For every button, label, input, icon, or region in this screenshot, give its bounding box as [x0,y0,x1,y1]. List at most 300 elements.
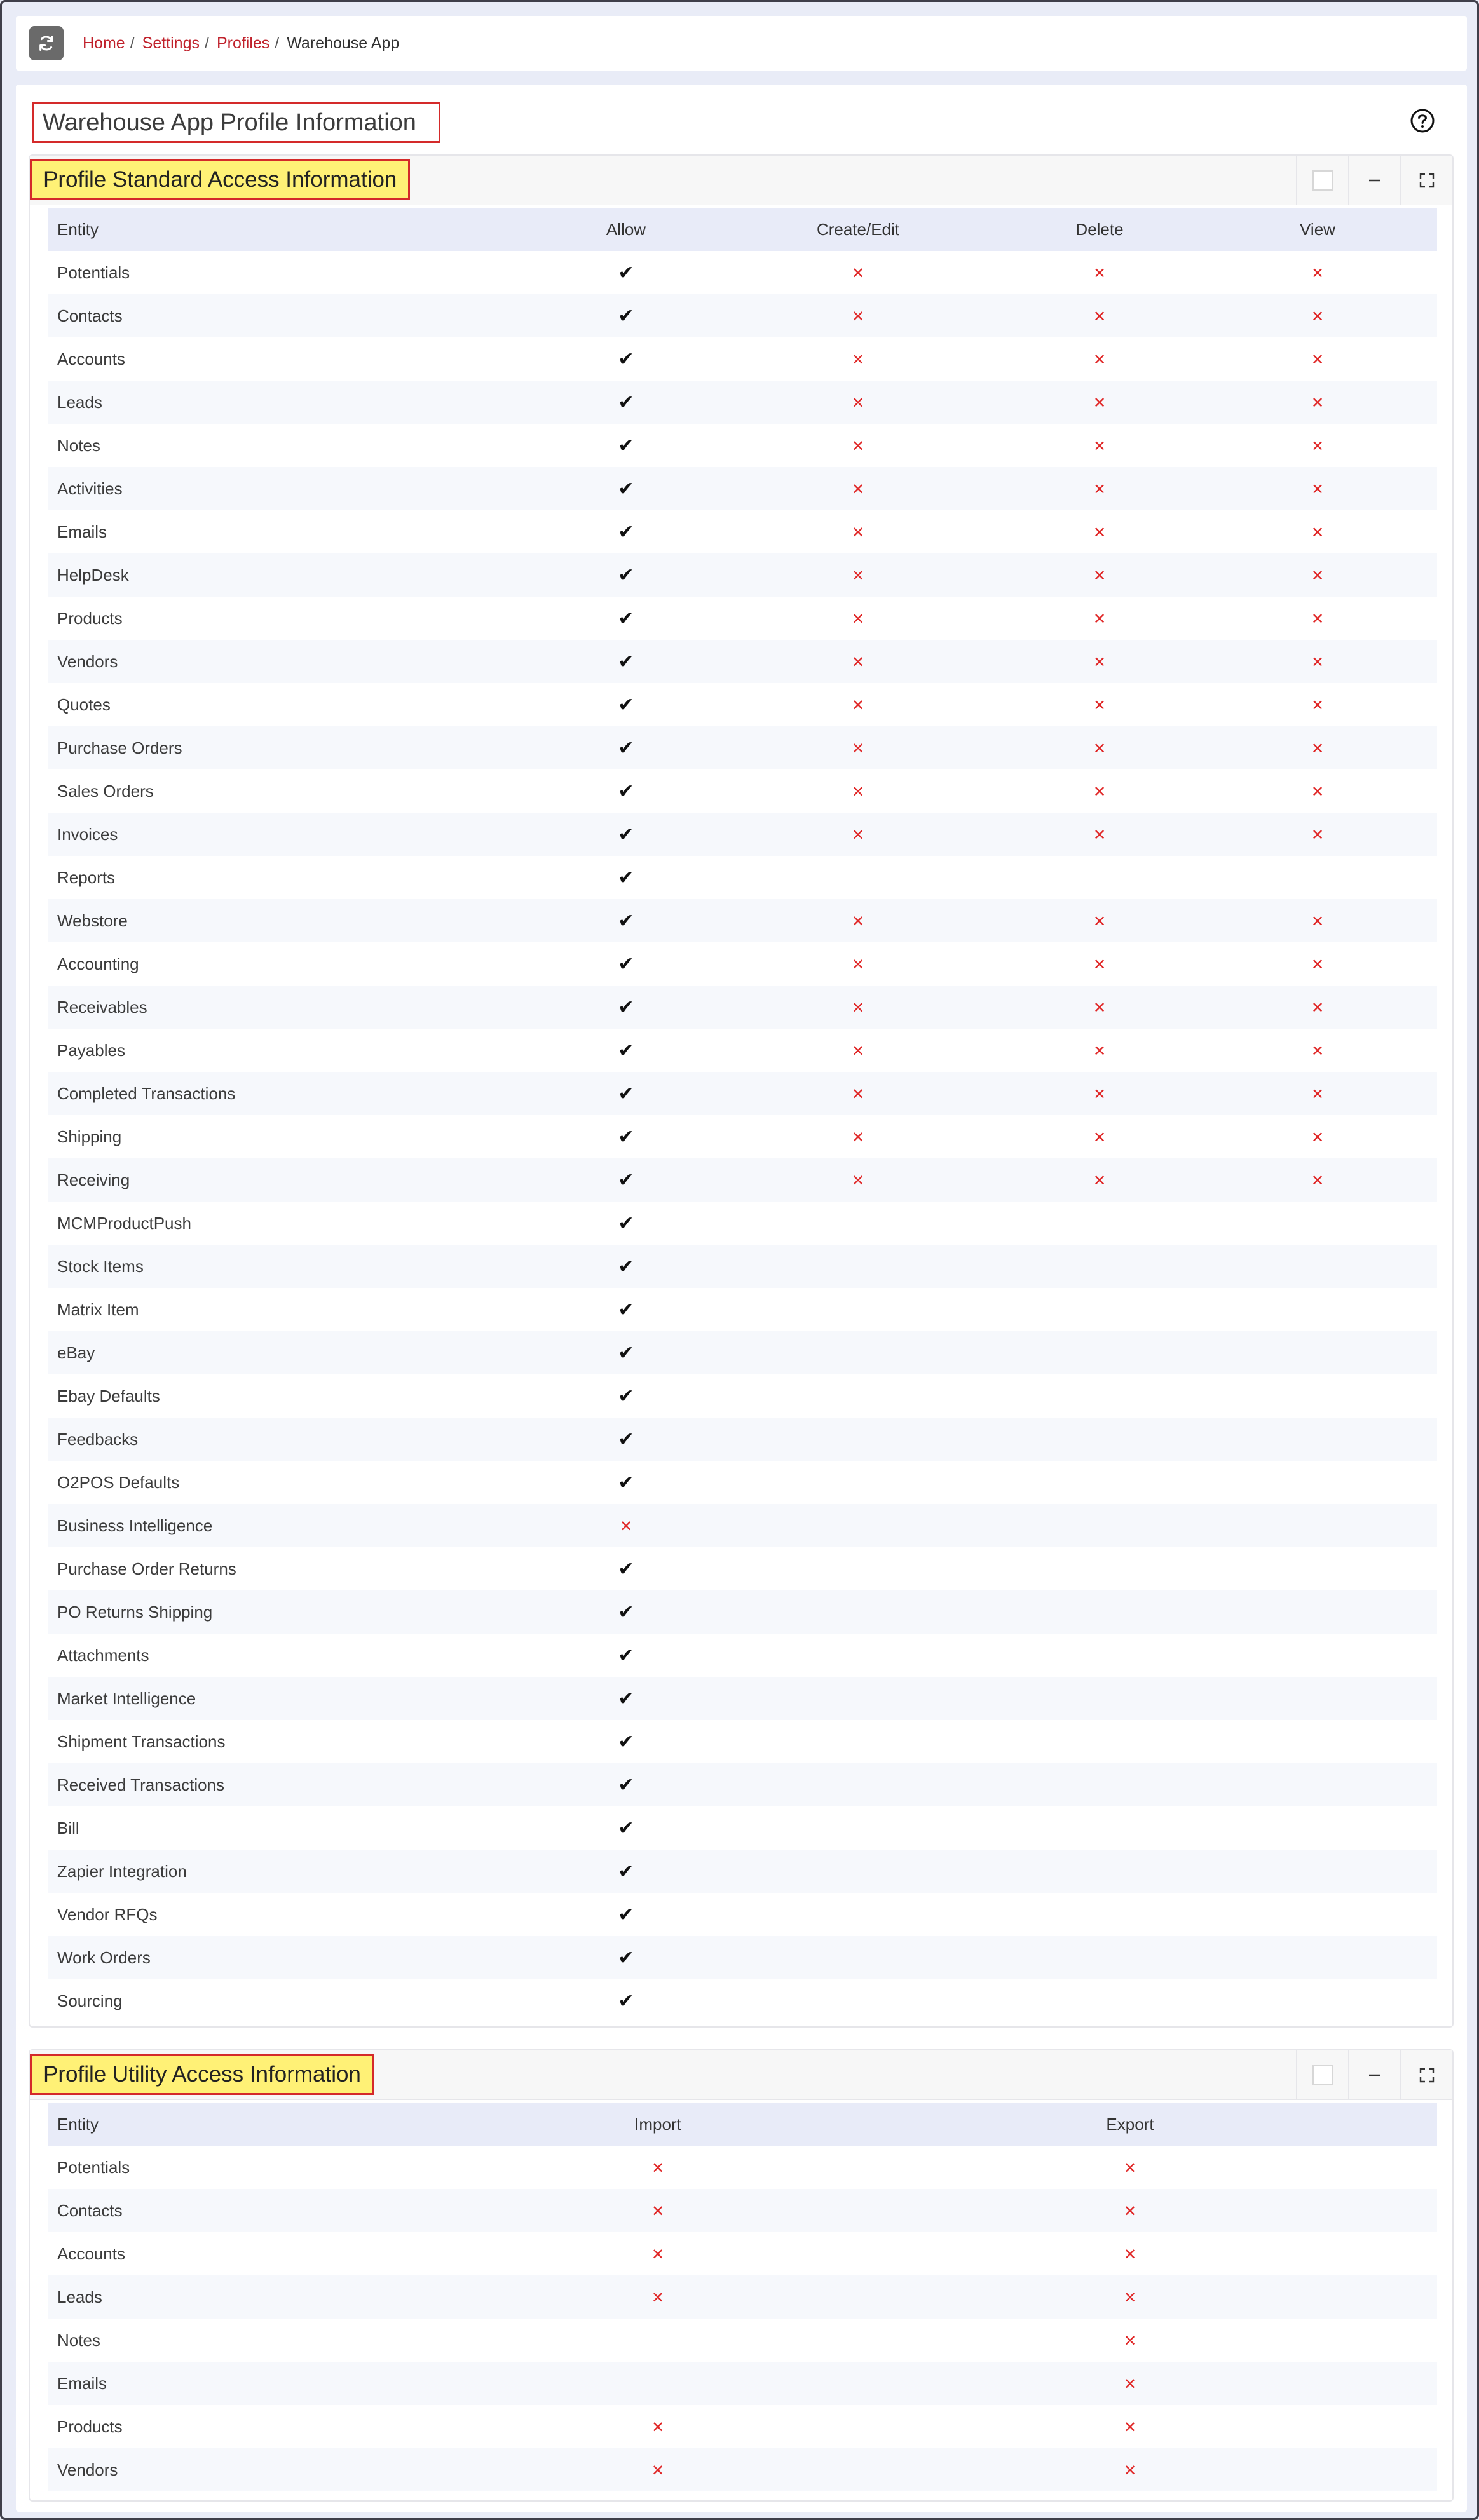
permission-cell [715,1072,1001,1115]
permission-cell [537,424,715,467]
cross-icon: ✕ [1311,1085,1325,1103]
breadcrumb-separator: / [204,34,209,52]
cross-icon: ✕ [1311,437,1325,455]
permission-cell [715,1029,1001,1072]
permission-cell-empty [1198,1504,1437,1547]
cross-icon: ✕ [651,2202,665,2220]
check-icon: ✔ [618,1644,634,1666]
permission-cell-empty [1198,1374,1437,1418]
check-icon: ✔ [618,521,634,543]
permission-cell [1198,1029,1437,1072]
permission-cell-empty [1198,1763,1437,1806]
check-icon: ✔ [618,1947,634,1968]
cross-icon: ✕ [851,351,865,369]
cross-icon: ✕ [1311,696,1325,714]
entity-name: Notes [57,435,100,455]
entity-name: Receiving [48,1158,537,1202]
entity-name: Vendors [48,2448,493,2491]
permission-cell-empty [1001,1590,1198,1634]
permission-cell-empty [715,1202,1001,1245]
cross-icon: ✕ [851,1085,865,1103]
permission-cell-empty [1001,1936,1198,1979]
check-icon: ✔ [618,1256,634,1277]
cross-icon: ✕ [851,264,865,282]
panel-tools [1296,2050,1452,2100]
table-row [48,986,1437,1029]
table-row [48,1590,1437,1634]
permission-cell [1198,1115,1437,1158]
table-row [48,1029,1437,1072]
table-row [48,1850,1437,1893]
permission-cell [537,510,715,553]
check-icon: ✔ [618,1342,634,1364]
permission-cell [537,251,715,294]
table-row [48,2448,1437,2491]
entity-name: Potentials [57,262,130,282]
permission-cell-empty [715,1331,1001,1374]
entity-name: Accounts [57,2244,125,2263]
entity-name: Contacts [48,294,537,337]
entity-name: Shipment Transactions [57,1731,226,1751]
check-icon: ✔ [618,1990,634,2012]
check-icon: ✔ [618,1040,634,1061]
cross-icon: ✕ [1123,2159,1137,2177]
permission-cell [1001,726,1198,769]
cross-icon: ✕ [651,2246,665,2263]
cross-icon: ✕ [1093,826,1107,844]
table-row [48,1072,1437,1115]
check-icon: ✔ [618,780,634,802]
entity-name: eBay [48,1331,537,1374]
table-row [48,1677,1437,1720]
cross-icon: ✕ [1093,264,1107,282]
permission-cell [1198,1158,1437,1202]
permission-cell [537,337,715,381]
permission-cell-empty [1001,1374,1198,1418]
main-content [16,85,1467,2512]
column-header-delete: Delete [1001,208,1198,251]
cross-icon: ✕ [1311,740,1325,757]
permission-cell [537,1850,715,1893]
expand-panel-button[interactable] [1400,2050,1452,2100]
column-header-entity: Entity [48,208,537,251]
permission-cell [715,337,1001,381]
table-row [48,467,1437,510]
permission-cell [715,942,1001,986]
table-row [48,381,1437,424]
permission-cell [493,2232,823,2275]
cross-icon: ✕ [851,524,865,541]
cross-icon: ✕ [1311,264,1325,282]
permission-cell [1198,640,1437,683]
table-row [48,251,1437,294]
check-icon: ✔ [618,651,634,672]
table-row [48,1806,1437,1850]
expand-panel-button[interactable] [1400,156,1452,205]
table-row [48,1288,1437,1331]
cross-icon: ✕ [1123,2462,1137,2479]
permission-cell [715,1158,1001,1202]
table-row [48,1158,1437,1202]
cross-icon: ✕ [1093,524,1107,541]
permission-cell-empty [715,1850,1001,1893]
permission-cell [1001,769,1198,813]
fullscreen-icon [1419,2068,1435,2083]
permission-cell [1198,942,1437,986]
table-row [48,942,1437,986]
panel-header [30,2050,1452,2100]
cross-icon: ✕ [851,437,865,455]
permission-cell-empty [1001,1677,1198,1720]
permission-cell [537,640,715,683]
permission-cell [1198,597,1437,640]
panel-title: Profile Utility Access Information [30,2054,374,2095]
permission-cell [537,856,715,899]
permission-cell-empty [1001,1979,1198,2022]
cross-icon: ✕ [1311,308,1325,325]
permission-cell [715,294,1001,337]
permission-cell [715,640,1001,683]
permission-cell-empty [715,1634,1001,1677]
column-header-view: View [1198,208,1437,251]
table-row [48,1936,1437,1979]
table-row [48,2189,1437,2232]
check-icon: ✔ [618,910,634,931]
permission-cell-empty [1001,1547,1198,1590]
cross-icon: ✕ [851,999,865,1017]
entity-name: Purchase Order Returns [57,1559,236,1578]
permission-cell-empty [1198,1590,1437,1634]
check-icon: ✔ [618,1169,634,1191]
cross-icon: ✕ [1093,480,1107,498]
cross-icon: ✕ [851,308,865,325]
permission-cell [493,2448,823,2491]
permission-cell [537,1202,715,1245]
cross-icon: ✕ [1093,956,1107,973]
entity-name: Received Transactions [48,1763,537,1806]
cross-icon: ✕ [1311,567,1325,585]
cross-icon: ✕ [1093,437,1107,455]
cross-icon: ✕ [1311,1128,1325,1146]
check-icon: ✔ [618,391,634,413]
cross-icon: ✕ [651,2289,665,2307]
entity-name: Bill [57,1818,79,1838]
table-row [48,2232,1437,2275]
permission-cell [715,597,1001,640]
cross-icon: ✕ [1311,524,1325,541]
cross-icon: ✕ [1093,610,1107,628]
check-icon: ✔ [618,1817,634,1839]
table-row [48,294,1437,337]
permission-cell [537,1720,715,1763]
breadcrumb-profiles[interactable]: Profiles [216,34,270,52]
permission-cell [1198,1072,1437,1115]
permission-cell [537,1677,715,1720]
table-row [48,813,1437,856]
cross-icon: ✕ [651,2418,665,2436]
check-icon: ✔ [618,1601,634,1623]
table-header-row [48,208,1437,251]
cross-icon: ✕ [1123,2246,1137,2263]
permission-cell [1001,251,1198,294]
check-icon: ✔ [618,1731,634,1752]
permission-cell-empty [715,1893,1001,1936]
check-icon: ✔ [618,694,634,715]
permission-cell [537,986,715,1029]
permission-cell [537,683,715,726]
collapse-panel-button[interactable] [1348,2050,1400,2100]
cross-icon: ✕ [1311,480,1325,498]
permission-cell-empty [715,1677,1001,1720]
table-row [48,1763,1437,1806]
permission-cell [537,1072,715,1115]
cross-icon: ✕ [1311,783,1325,801]
permission-cell-empty [715,1806,1001,1850]
permission-cell [537,813,715,856]
entity-name: Payables [57,1040,125,1060]
permission-cell [537,1461,715,1504]
cross-icon: ✕ [1311,826,1325,844]
permission-cell [715,726,1001,769]
table-row [48,2146,1437,2189]
permission-cell [1198,986,1437,1029]
table-row [48,726,1437,769]
cross-icon: ✕ [1093,999,1107,1017]
breadcrumb-separator: / [130,34,135,52]
permission-cell [1198,683,1437,726]
table-row [48,899,1437,942]
entity-name: Work Orders [48,1936,537,1979]
entity-name: Receivables [48,986,537,1029]
table-row [48,1720,1437,1763]
permission-cell [823,2362,1437,2405]
table-row [48,2405,1437,2448]
permission-cell [537,1158,715,1202]
table-row [48,553,1437,597]
permission-cell [1001,424,1198,467]
permission-cell [1198,553,1437,597]
check-icon: ✔ [618,1472,634,1493]
permission-cell [823,2319,1437,2362]
entity-name: MCMProductPush [57,1213,191,1233]
permission-cell [537,1504,715,1547]
permission-cell [1198,510,1437,553]
entity-name: Stock Items [48,1245,537,1288]
check-icon: ✔ [618,305,634,327]
permission-cell [715,1115,1001,1158]
table-row [48,1374,1437,1418]
cross-icon: ✕ [851,696,865,714]
permission-cell [715,251,1001,294]
table-row [48,510,1437,553]
permission-cell-empty [1198,1979,1437,2022]
permission-cell [1001,1115,1198,1158]
table-row [48,1504,1437,1547]
entity-name: Attachments [57,1645,149,1665]
permission-cell [1001,467,1198,510]
checkbox-icon [1312,170,1333,191]
table-row [48,1547,1437,1590]
permission-cell [537,1634,715,1677]
column-header-export: Export [823,2103,1437,2146]
permission-cell [1198,337,1437,381]
permission-cell [715,424,1001,467]
permission-cell [823,2189,1437,2232]
table-row [48,2362,1437,2405]
cross-icon: ✕ [1093,1172,1107,1189]
permission-cell [715,899,1001,942]
check-icon: ✔ [618,1083,634,1104]
utility-access-panel [29,2049,1454,2502]
permission-cell-empty [1198,1331,1437,1374]
permission-cell-empty [1198,1806,1437,1850]
permission-cell-empty [493,2319,823,2362]
permission-cell [1001,640,1198,683]
permission-cell [715,769,1001,813]
permission-cell-empty [1001,1763,1198,1806]
entity-name: Webstore [48,899,537,942]
permission-cell-empty [1198,1677,1437,1720]
collapse-panel-button[interactable] [1348,156,1400,205]
cross-icon: ✕ [1311,653,1325,671]
check-icon: ✔ [618,262,634,283]
cross-icon: ✕ [851,956,865,973]
permission-cell-empty [1001,1504,1198,1547]
permission-cell [715,986,1001,1029]
permission-cell [537,899,715,942]
permission-cell-empty [1001,1893,1198,1936]
cross-icon: ✕ [851,1172,865,1189]
select-panel-button[interactable] [1296,156,1348,205]
table-row [48,683,1437,726]
permission-cell [1001,381,1198,424]
permission-cell-empty [1001,1331,1198,1374]
permission-cell [537,467,715,510]
permission-cell [1001,597,1198,640]
breadcrumb-current: Warehouse App [287,34,400,52]
permission-cell [1001,1029,1198,1072]
entity-name: O2POS Defaults [57,1472,180,1492]
permission-cell [537,1288,715,1331]
table-header-row [48,2103,1437,2146]
cross-icon: ✕ [1311,394,1325,412]
entity-name: Leads [48,2275,493,2319]
check-icon: ✔ [618,607,634,629]
permission-cell [1001,942,1198,986]
cross-icon: ✕ [1311,912,1325,930]
standard-access-rows [48,251,1437,2022]
cross-icon: ✕ [1093,308,1107,325]
permission-cell-empty [1001,1850,1198,1893]
breadcrumb [83,34,399,53]
permission-cell [537,942,715,986]
permission-cell [537,1763,715,1806]
entity-name: Reports [57,867,116,887]
page-title: Warehouse App Profile Information [32,102,440,143]
permission-cell [537,1547,715,1590]
fullscreen-icon [1419,173,1435,188]
refresh-button[interactable] [29,26,64,60]
permission-cell [537,1590,715,1634]
permission-cell [537,1806,715,1850]
entity-name: Products [57,608,123,628]
permission-cell [1001,294,1198,337]
permission-cell [1198,251,1437,294]
help-icon[interactable] [1409,107,1436,134]
entity-name: Purchase Orders [48,726,537,769]
check-icon: ✔ [618,953,634,975]
cross-icon: ✕ [1093,1128,1107,1146]
entity-name: Matrix Item [57,1299,139,1319]
permission-cell [1198,899,1437,942]
breadcrumb-settings[interactable]: Settings [142,34,200,52]
entity-name: Ebay Defaults [57,1386,160,1406]
permission-cell [537,1418,715,1461]
permission-cell [1001,683,1198,726]
select-panel-button[interactable] [1296,2050,1348,2100]
permission-cell-empty [1001,1806,1198,1850]
permission-cell [493,2275,823,2319]
permission-cell [715,683,1001,726]
permission-cell [1001,986,1198,1029]
breadcrumb-bar [16,16,1467,71]
permission-cell [537,1893,715,1936]
minus-icon [1368,173,1382,187]
check-icon: ✔ [618,1774,634,1796]
permission-cell [537,381,715,424]
permission-cell [1198,424,1437,467]
cross-icon: ✕ [851,567,865,585]
utility-access-rows [48,2146,1437,2491]
cross-icon: ✕ [851,912,865,930]
check-icon: ✔ [618,478,634,499]
cross-icon: ✕ [1093,394,1107,412]
check-icon: ✔ [618,1385,634,1407]
entity-name: HelpDesk [48,553,537,597]
entity-name: Vendors [48,640,537,683]
breadcrumb-home[interactable]: Home [83,34,125,52]
check-icon: ✔ [618,1428,634,1450]
permission-cell [823,2146,1437,2189]
cross-icon: ✕ [1311,1042,1325,1060]
cross-icon: ✕ [851,1128,865,1146]
permission-cell [1001,553,1198,597]
permission-cell [537,1115,715,1158]
permission-cell-empty [1001,1288,1198,1331]
permission-cell-empty [715,1418,1001,1461]
permission-cell-empty [715,1979,1001,2022]
cross-icon: ✕ [1311,610,1325,628]
panel-header [30,156,1452,205]
permission-cell [823,2232,1437,2275]
permission-cell [823,2448,1437,2491]
permission-cell-empty [1198,1850,1437,1893]
cross-icon: ✕ [851,480,865,498]
table-row [48,769,1437,813]
cross-icon: ✕ [1123,2375,1137,2393]
table-row [48,1331,1437,1374]
table-row [48,337,1437,381]
entity-name: Emails [57,522,107,541]
panel-title: Profile Standard Access Information [30,159,410,200]
table-row [48,597,1437,640]
permission-cell [537,1936,715,1979]
cross-icon: ✕ [1311,351,1325,369]
entity-name: Activities [48,467,537,510]
permission-cell [1001,1072,1198,1115]
cross-icon: ✕ [1093,912,1107,930]
cross-icon: ✕ [851,826,865,844]
